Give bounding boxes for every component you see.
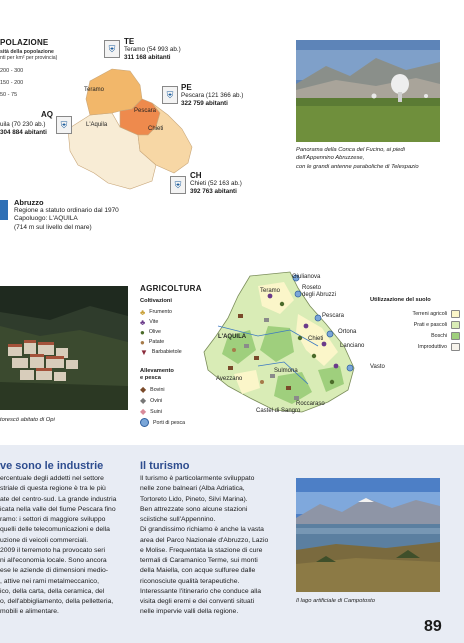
page-number: 89 — [424, 618, 442, 635]
agri-town-lanciano: Lanciano — [340, 343, 365, 349]
agri-town-laquila: L'AQUILA — [218, 334, 247, 340]
industries-line: ni all'economia locale. Sono ancora — [0, 557, 107, 564]
legend-crop-barbabietole — [140, 347, 182, 357]
land-use-swatch-3 — [451, 332, 460, 340]
grape-icon: ♣ — [140, 317, 146, 327]
legend-livestock-bovini — [140, 384, 165, 395]
legend-subtitle-line1: sità della popolazione — [0, 49, 54, 55]
map-label-chieti: Chieti — [148, 126, 164, 132]
land-use-swatch-4 — [451, 343, 460, 351]
land-use-item-1-label: Terreni agricoli — [412, 310, 447, 317]
agri-town-teramo: Teramo — [260, 288, 281, 294]
land-use-heading: Utilizzazione del suolo — [370, 297, 431, 303]
province-te-code: TE — [124, 37, 135, 46]
legend-crop-frumento-label: Frumento — [149, 309, 172, 315]
population-legend-subtitle — [0, 49, 57, 61]
legend-subtitle-line2: nti per km² per provincia) — [0, 55, 58, 61]
livestock-heading-line1: Allevamento — [140, 368, 174, 374]
opi-photo-caption: torescö abitato di Opi — [0, 417, 55, 423]
province-ch-info — [190, 172, 242, 196]
province-aq-total: 304 884 abitanti — [0, 129, 47, 136]
province-pe-city: Pescara (121 366 ab.) — [181, 92, 244, 99]
industries-line: ercentuale degli addetti nel settore — [0, 475, 104, 482]
agri-town-roseto-line1: Roseto — [302, 285, 322, 291]
legend-crop-vite — [140, 317, 182, 327]
province-te-total: 311 168 abitanti — [124, 54, 171, 61]
agri-town-pescara: Pescara — [322, 313, 345, 319]
land-use-item-4-label: Improduttivo — [417, 343, 447, 350]
agri-town-roseto — [302, 285, 336, 298]
tourism-line: visita degli eremi e dei conventi situati — [140, 598, 255, 605]
legend-livestock-suini — [140, 406, 165, 417]
livestock-legend — [140, 384, 165, 417]
legend-range-2: 150 - 200 — [0, 80, 24, 86]
region-statute: Regione a statuto ordinario dal 1970 — [14, 207, 119, 214]
tourism-text — [140, 474, 290, 618]
olive-icon: ● — [140, 327, 145, 337]
crops-heading: Coltivazioni — [140, 298, 172, 304]
legend-crop-barbabietole-label: Barbabietole — [151, 349, 182, 355]
province-ch-code: CH — [190, 171, 202, 180]
port-icon — [140, 418, 149, 427]
industries-line: , attive nei rami metalmeccanico, — [0, 577, 99, 585]
province-pe-code: PE — [181, 83, 192, 92]
region-info — [14, 198, 119, 232]
campotosto-lake-photo — [296, 478, 440, 592]
industries-line: o, dell'abbigliamento, della pelletteria, — [0, 598, 114, 605]
chieti-coat-of-arms-icon: ⛨ — [170, 176, 186, 194]
opi-village-photo — [0, 286, 128, 410]
industries-line: quelli delle telecomunicazioni e della — [0, 526, 110, 534]
legend-livestock-ovini — [140, 395, 165, 406]
industries-line: ico, della carta, della ceramica, del — [0, 587, 105, 595]
province-aq-city: uila (70 230 ab.) — [0, 121, 46, 128]
legend-livestock-suini-label: Suini — [150, 408, 162, 415]
livestock-heading-line2: e pesca — [140, 375, 161, 381]
legend-crop-frumento — [140, 307, 182, 317]
tourism-title: Il turismo — [140, 460, 190, 472]
industries-line: ate del centro-sud. La grande industria — [0, 495, 117, 503]
land-use-item-2-label: Prati e pascoli — [413, 321, 447, 328]
region-capital: Capoluogo: L'AQUILA — [14, 215, 78, 223]
land-use-item-4 — [390, 341, 460, 352]
legend-fishing-ports-label: Porti di pesca — [153, 419, 186, 426]
tourism-line: Di grandissimo richiamo è anche la vasta — [140, 526, 264, 534]
province-ch-total: 392 763 abitanti — [190, 188, 237, 195]
tourism-line: sciistiche sull'Appennino. — [140, 516, 216, 523]
fucino-caption-line1: Panorama della Conca del Fucino, ai piedi — [296, 147, 405, 153]
fucino-caption-line3: con le grandi antenne paraboliche di Telespazio — [296, 163, 419, 170]
province-pe-info — [181, 84, 243, 108]
region-altitude: (714 m sul livello del mare) — [14, 223, 92, 231]
legend-range-3: 50 - 75 — [0, 92, 18, 98]
agri-town-giulianova: Giulianova — [292, 274, 321, 280]
agri-town-roseto-line2: degli Abruzzi — [302, 291, 337, 298]
legend-crop-olive — [140, 327, 182, 337]
province-te-info — [124, 38, 181, 62]
industries-line: mobili e alimentare. — [0, 608, 59, 616]
fucino-antennas-photo — [296, 40, 440, 142]
fucino-caption-line2: dell'Appennino Abruzzese, — [296, 155, 365, 162]
tourism-line: nelle zone balneari (Alba Adriatica, — [140, 485, 245, 493]
land-use-item-1 — [390, 308, 460, 319]
agriculture-title: AGRICOLTURA — [140, 284, 202, 293]
livestock-heading — [140, 368, 174, 382]
province-te-city: Teramo (54 993 ab.) — [124, 46, 181, 53]
region-name: Abruzzo — [14, 198, 44, 207]
potato-icon: ● — [140, 337, 145, 347]
beet-icon: ▼ — [140, 347, 148, 357]
industries-line: icata nella valle del fiume Pescara fino — [0, 505, 116, 513]
aquila-coat-of-arms-icon: ⛨ — [56, 116, 72, 134]
agri-town-ortona: Ortona — [338, 329, 357, 335]
sheep-icon: ◆ — [140, 396, 147, 405]
population-legend-title: POLAZIONE — [0, 38, 49, 47]
map-label-pescara: Pescara — [134, 108, 157, 114]
legend-fishing-ports — [140, 418, 185, 427]
legend-crop-olive-label: Olive — [148, 329, 161, 335]
tourism-line: Tortoreto Lido, Pineto, Silvi Marina). — [140, 495, 248, 503]
region-marker — [0, 200, 8, 220]
pig-icon: ◆ — [140, 407, 147, 416]
agri-town-castel-di-sangro: Castel di Sangro — [256, 408, 301, 414]
agri-town-avezzano: Avezzano — [216, 376, 243, 382]
tourism-line: e Molise. Frequentata la stazione di cure — [140, 546, 263, 554]
wheat-icon: ♣ — [140, 307, 146, 317]
industries-line: 2009 il terremoto ha provocato seri — [0, 546, 106, 554]
tourism-line: riconosciute qualità terapeutiche. — [140, 577, 240, 585]
industries-line: ramo: i settori di maggiore sviluppo — [0, 516, 106, 523]
industries-line: ese le aziende di dimensioni medio- — [0, 567, 109, 575]
province-aq-code: AQ — [41, 110, 53, 119]
tourism-line: Interessante l'itinerario che conduce alla — [140, 587, 262, 595]
tourism-line: Ben attrezzate sono alcune stazioni — [140, 505, 248, 513]
province-aq-info — [0, 121, 47, 137]
tourism-line: area del Parco Nazionale d'Abruzzo, Lazio — [140, 536, 269, 544]
land-use-swatch-1 — [451, 310, 460, 318]
agri-town-sulmona: Sulmona — [274, 368, 298, 374]
land-use-swatch-2 — [451, 321, 460, 329]
legend-crop-patate — [140, 337, 182, 347]
province-ch-city: Chieti (52 163 ab.) — [190, 180, 242, 187]
crops-legend — [140, 307, 182, 357]
legend-livestock-ovini-label: Ovini — [150, 397, 163, 404]
province-pe-total: 322 759 abitanti — [181, 100, 228, 107]
land-use-item-2 — [390, 319, 460, 330]
province-map — [60, 55, 200, 195]
agri-town-chieti: Chieti — [308, 336, 324, 342]
legend-livestock-bovini-label: Bovini — [150, 386, 165, 393]
map-label-teramo: Teramo — [84, 87, 105, 93]
legend-crop-patate-label: Patate — [148, 339, 165, 345]
tourism-line: termali di Caramanico Terme, sui monti — [140, 557, 258, 564]
industries-line: striale di questa regione è tra le più — [0, 485, 106, 493]
teramo-coat-of-arms-icon: ⛨ — [104, 40, 120, 58]
tourism-line: della Maiella, con acque sulfuree dalle — [140, 567, 256, 575]
agriculture-map — [198, 266, 368, 416]
cow-icon: ◆ — [140, 385, 147, 394]
agri-town-roccaraso: Roccaraso — [296, 401, 325, 407]
tourism-line: Il turismo è particolarmente sviluppato — [140, 475, 255, 482]
agri-town-vasto: Vasto — [370, 364, 385, 370]
land-use-item-3-label: Boschi — [431, 332, 447, 339]
industries-line: uzione di veicoli commerciali. — [0, 536, 89, 544]
pescara-coat-of-arms-icon: ⛨ — [162, 86, 178, 104]
land-use-item-3 — [390, 330, 460, 341]
land-use-legend — [390, 308, 460, 352]
fucino-photo-caption — [296, 146, 419, 171]
industries-text — [0, 474, 128, 618]
industries-title: ve sono le industrie — [0, 460, 104, 472]
tourism-line: nelle impervie valli della regione. — [140, 608, 239, 616]
campotosto-photo-caption: Il lago artificiale di Campotosto — [296, 598, 375, 604]
legend-crop-vite-label: Vite — [149, 319, 159, 325]
legend-range-1: 200 - 300 — [0, 68, 24, 74]
map-label-laquila: L'Aquila — [86, 122, 108, 128]
